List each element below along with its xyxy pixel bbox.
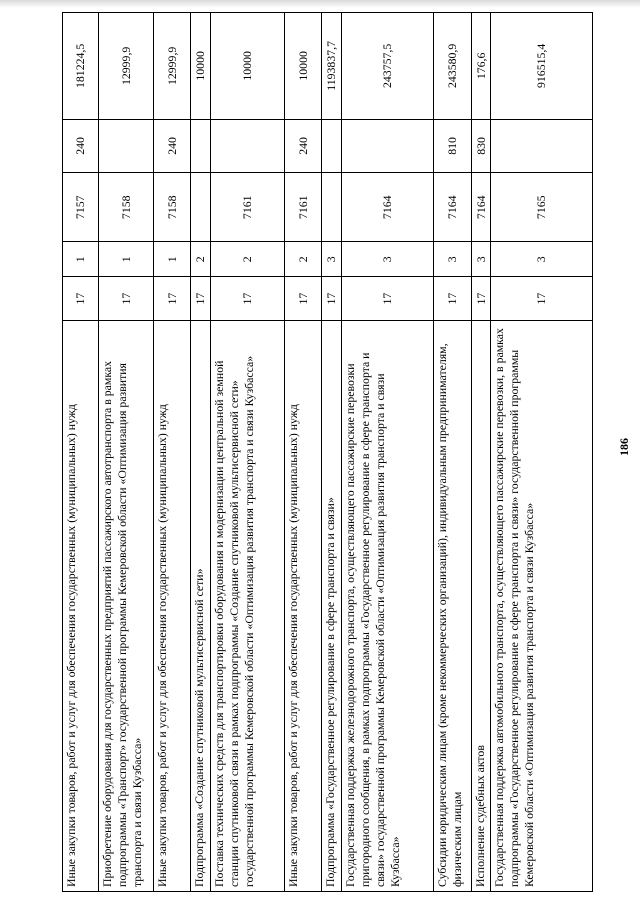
- row-subsection: 2: [285, 242, 322, 277]
- row-section: 17: [491, 277, 593, 321]
- row-subsection: 2: [211, 242, 285, 277]
- row-expense-type: 830: [472, 119, 491, 172]
- row-name: Подпрограмма «Государственное регулирование в сфере транспорта и связи»: [322, 321, 342, 892]
- row-name: Иные закупки товаров, работ и услуг для обеспечения государственных (муниципальных) нужд: [285, 321, 322, 892]
- row-target: 7164: [472, 173, 491, 242]
- row-expense-type: [191, 119, 211, 172]
- row-name: Иные закупки товаров, работ и услуг для обеспечения государственных (муниципальных) нужд: [63, 321, 99, 892]
- row-section: 17: [191, 277, 211, 321]
- budget-table-rotated: [62, 12, 592, 892]
- table-row: [434, 13, 472, 892]
- row-expense-type: [211, 119, 285, 172]
- row-name: Государственная поддержка автомобильного транспорта, осуществляющего пассажирские перевозки, в рамках подпрограммы «Государственное регулирование в сфере транспорта и связи» государственной программы Кемеровской области «Оптимизация развития транспорта и связи Кузбасса»: [491, 321, 593, 892]
- row-section: 17: [342, 277, 434, 321]
- row-section: 17: [434, 277, 472, 321]
- row-target: [322, 173, 342, 242]
- row-section: 17: [211, 277, 285, 321]
- row-subsection: 2: [191, 242, 211, 277]
- row-name: Государственная поддержка железнодорожного транспорта, осуществляющего пассажирские перевозки пригородного сообщения, в рамках подпрограммы «Государственное регулирование в сфере транспорта и связи» государственной программы Кемеровской области «Оптимизация развития транспорта и связи Кузбасса»: [342, 321, 434, 892]
- table-row: [322, 13, 342, 892]
- row-target: 7165: [491, 173, 593, 242]
- table-row: [342, 13, 434, 892]
- page-number: 186: [617, 438, 631, 456]
- row-target: 7157: [63, 173, 99, 242]
- row-sum: 1193837,7: [322, 13, 342, 120]
- row-target: 7158: [154, 173, 191, 242]
- row-sum: 12999,9: [154, 13, 191, 120]
- row-section: 17: [322, 277, 342, 321]
- row-subsection: 3: [322, 242, 342, 277]
- row-name: Иные закупки товаров, работ и услуг для обеспечения государственных (муниципальных) нужд: [154, 321, 191, 892]
- budget-table: [62, 12, 593, 892]
- table-row: [99, 13, 154, 892]
- row-section: 17: [154, 277, 191, 321]
- row-target: 7158: [99, 173, 154, 242]
- row-expense-type: 240: [285, 119, 322, 172]
- row-sum: 12999,9: [99, 13, 154, 120]
- row-expense-type: [342, 119, 434, 172]
- row-section: 17: [99, 277, 154, 321]
- row-subsection: 3: [472, 242, 491, 277]
- row-section: 17: [63, 277, 99, 321]
- row-section: 17: [285, 277, 322, 321]
- row-subsection: 1: [63, 242, 99, 277]
- table-row: [211, 13, 285, 892]
- row-subsection: 3: [491, 242, 593, 277]
- table-row: [472, 13, 491, 892]
- row-expense-type: [322, 119, 342, 172]
- row-target: 7161: [285, 173, 322, 242]
- row-target: 7164: [342, 173, 434, 242]
- row-target: [191, 173, 211, 242]
- row-name: Исполнение судебных актов: [472, 321, 491, 892]
- row-expense-type: 240: [63, 119, 99, 172]
- row-sum: 243580,9: [434, 13, 472, 120]
- row-target: 7161: [211, 173, 285, 242]
- row-sum: 10000: [285, 13, 322, 120]
- table-row: [491, 13, 593, 892]
- row-name: Субсидии юридическим лицам (кроме некоммерческих организаций), индивидуальным предпринимателям, физическим лицам: [434, 321, 472, 892]
- row-expense-type: [491, 119, 593, 172]
- row-subsection: 3: [342, 242, 434, 277]
- table-row: [285, 13, 322, 892]
- row-sum: 10000: [211, 13, 285, 120]
- scan-edge-shadow: [0, 0, 640, 8]
- row-subsection: 3: [434, 242, 472, 277]
- row-sum: 243757,5: [342, 13, 434, 120]
- table-row: [191, 13, 211, 892]
- row-name: Подпрограмма «Создание спутниковой мультисервисной сети»: [191, 321, 211, 892]
- row-subsection: 1: [99, 242, 154, 277]
- row-expense-type: [99, 119, 154, 172]
- row-name: Поставка технических средств для транспортировки оборудования и модернизации центральной земной станции спутниковой связи в рамках подпрограммы «Создание спутниковой мультисервисной сети» государственной программы Кемеровской области «Оптимизация развития транспорта и связи Кузбасса»: [211, 321, 285, 892]
- row-sum: 10000: [191, 13, 211, 120]
- table-row: [63, 13, 99, 892]
- row-expense-type: 240: [154, 119, 191, 172]
- row-subsection: 1: [154, 242, 191, 277]
- row-name: Приобретение оборудования для государственных предприятий пассажирского автотранспорта в рамках подпрограммы «Транспорт» государственной программы Кемеровской области «Оптимизация развития транспорта и связи Кузбасса»: [99, 321, 154, 892]
- row-sum: 181224,5: [63, 13, 99, 120]
- row-target: 7164: [434, 173, 472, 242]
- row-expense-type: 810: [434, 119, 472, 172]
- row-section: 17: [472, 277, 491, 321]
- row-sum: 176,6: [472, 13, 491, 120]
- table-row: [154, 13, 191, 892]
- row-sum: 916515,4: [491, 13, 593, 120]
